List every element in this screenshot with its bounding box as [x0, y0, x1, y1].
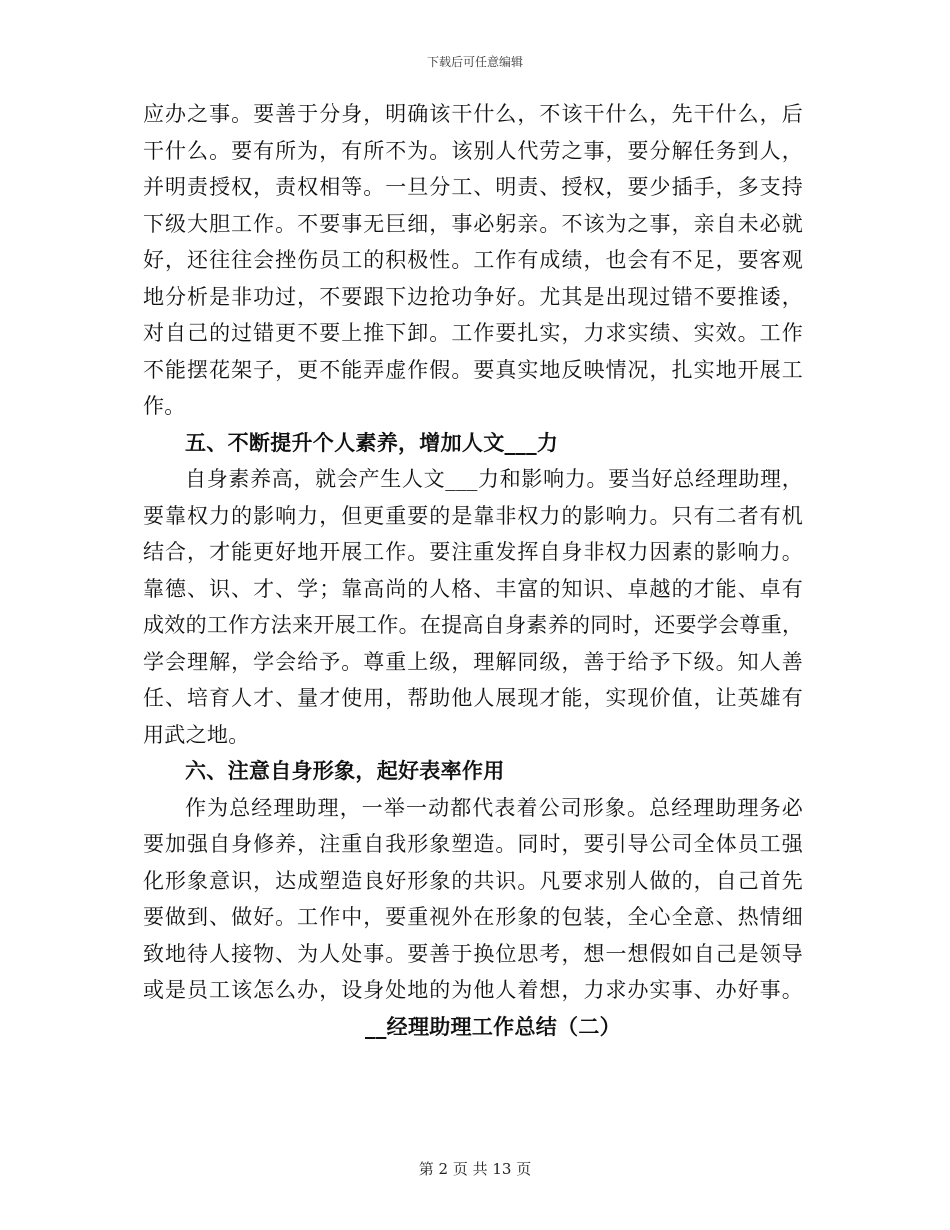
section-heading-5: 五、不断提升个人素养，增加人文___力 [185, 430, 559, 455]
text-line: 或是员工该怎么办，设身处地的为他人着想，力求办实事、办好事。 [143, 978, 803, 1002]
text-line: 地分析是非功过，不要跟下边抢功争好。尤其是出现过错不要推诿， [143, 284, 803, 309]
text-line: 对自己的过错更不要上推下卸。工作要扎实，力求实绩、实效。工作 [143, 321, 803, 345]
text-line: 致地待人接物、为人处事。要善于换位思考，想一想假如自己是领导 [143, 941, 803, 966]
text-line: 学会理解，学会给予。尊重上级，理解同级，善于给予下级。知人善 [143, 649, 803, 674]
document-body [143, 96, 803, 1045]
text-line: 不能摆花架子，更不能弄虚作假。要真实地反映情况，扎实地开展工 [143, 357, 803, 382]
section-5-paragraph [143, 461, 803, 753]
text-line: 作为总经理助理，一举一动都代表着公司形象。总经理助理务必 [185, 795, 803, 820]
text-line: 要加强自身修养，注重自我形象塑造。同时，要引导公司全体员工强 [143, 832, 803, 856]
text-line: 下级大胆工作。不要事无巨细，事必躬亲。不该为之事，亲自未必就 [143, 211, 803, 236]
text-line: 作。 [143, 394, 186, 418]
section-6-paragraph [143, 790, 803, 1009]
text-line: 并明责授权，责权相等。一旦分工、明责、授权，要少插手，多支持 [143, 175, 803, 199]
page-footer: 第 2 页 共 13 页 [418, 1160, 532, 1178]
text-line: 结合，才能更好地开展工作。要注重发挥自身非权力因素的影响力。 [143, 540, 803, 564]
text-line: 任、培育人才、量才使用，帮助他人展现才能，实现价值，让英雄有 [143, 686, 803, 710]
page-header: 下载后可任意编辑 [426, 55, 523, 69]
text-line: 成效的工作方法来开展工作。在提高自身素养的同时，还要学会尊重， [143, 613, 804, 637]
text-line: 化形象意识，达成塑造良好形象的共识。凡要求别人做的，自己首先 [143, 868, 803, 893]
next-section-title: __经理助理工作总结（二） [365, 1014, 621, 1039]
text-line: 自身素养高，就会产生人文___力和影响力。要当好总经理助理， [185, 467, 803, 491]
text-line: 要靠权力的影响力，但更重要的是靠非权力的影响力。只有二者有机 [143, 503, 803, 528]
text-line: 好，还往往会挫伤员工的积极性。工作有成绩，也会有不足，要客观 [143, 248, 803, 272]
text-line: 用武之地。 [143, 722, 250, 747]
text-line: 应办之事。要善于分身，明确该干什么，不该干什么，先干什么，后 [143, 102, 803, 126]
paragraph-continued [143, 96, 803, 425]
text-line: 干什么。要有所为，有所不为。该别人代劳之事，要分解任务到人， [143, 138, 803, 163]
text-line: 要做到、做好。工作中，要重视外在形象的包装，全心全意、热情细 [143, 905, 803, 929]
section-heading-6: 六、注意自身形象，起好表率作用 [185, 759, 505, 783]
text-line: 靠德、识、才、学；靠高尚的人格、丰富的知识、卓越的才能、卓有 [143, 576, 803, 601]
